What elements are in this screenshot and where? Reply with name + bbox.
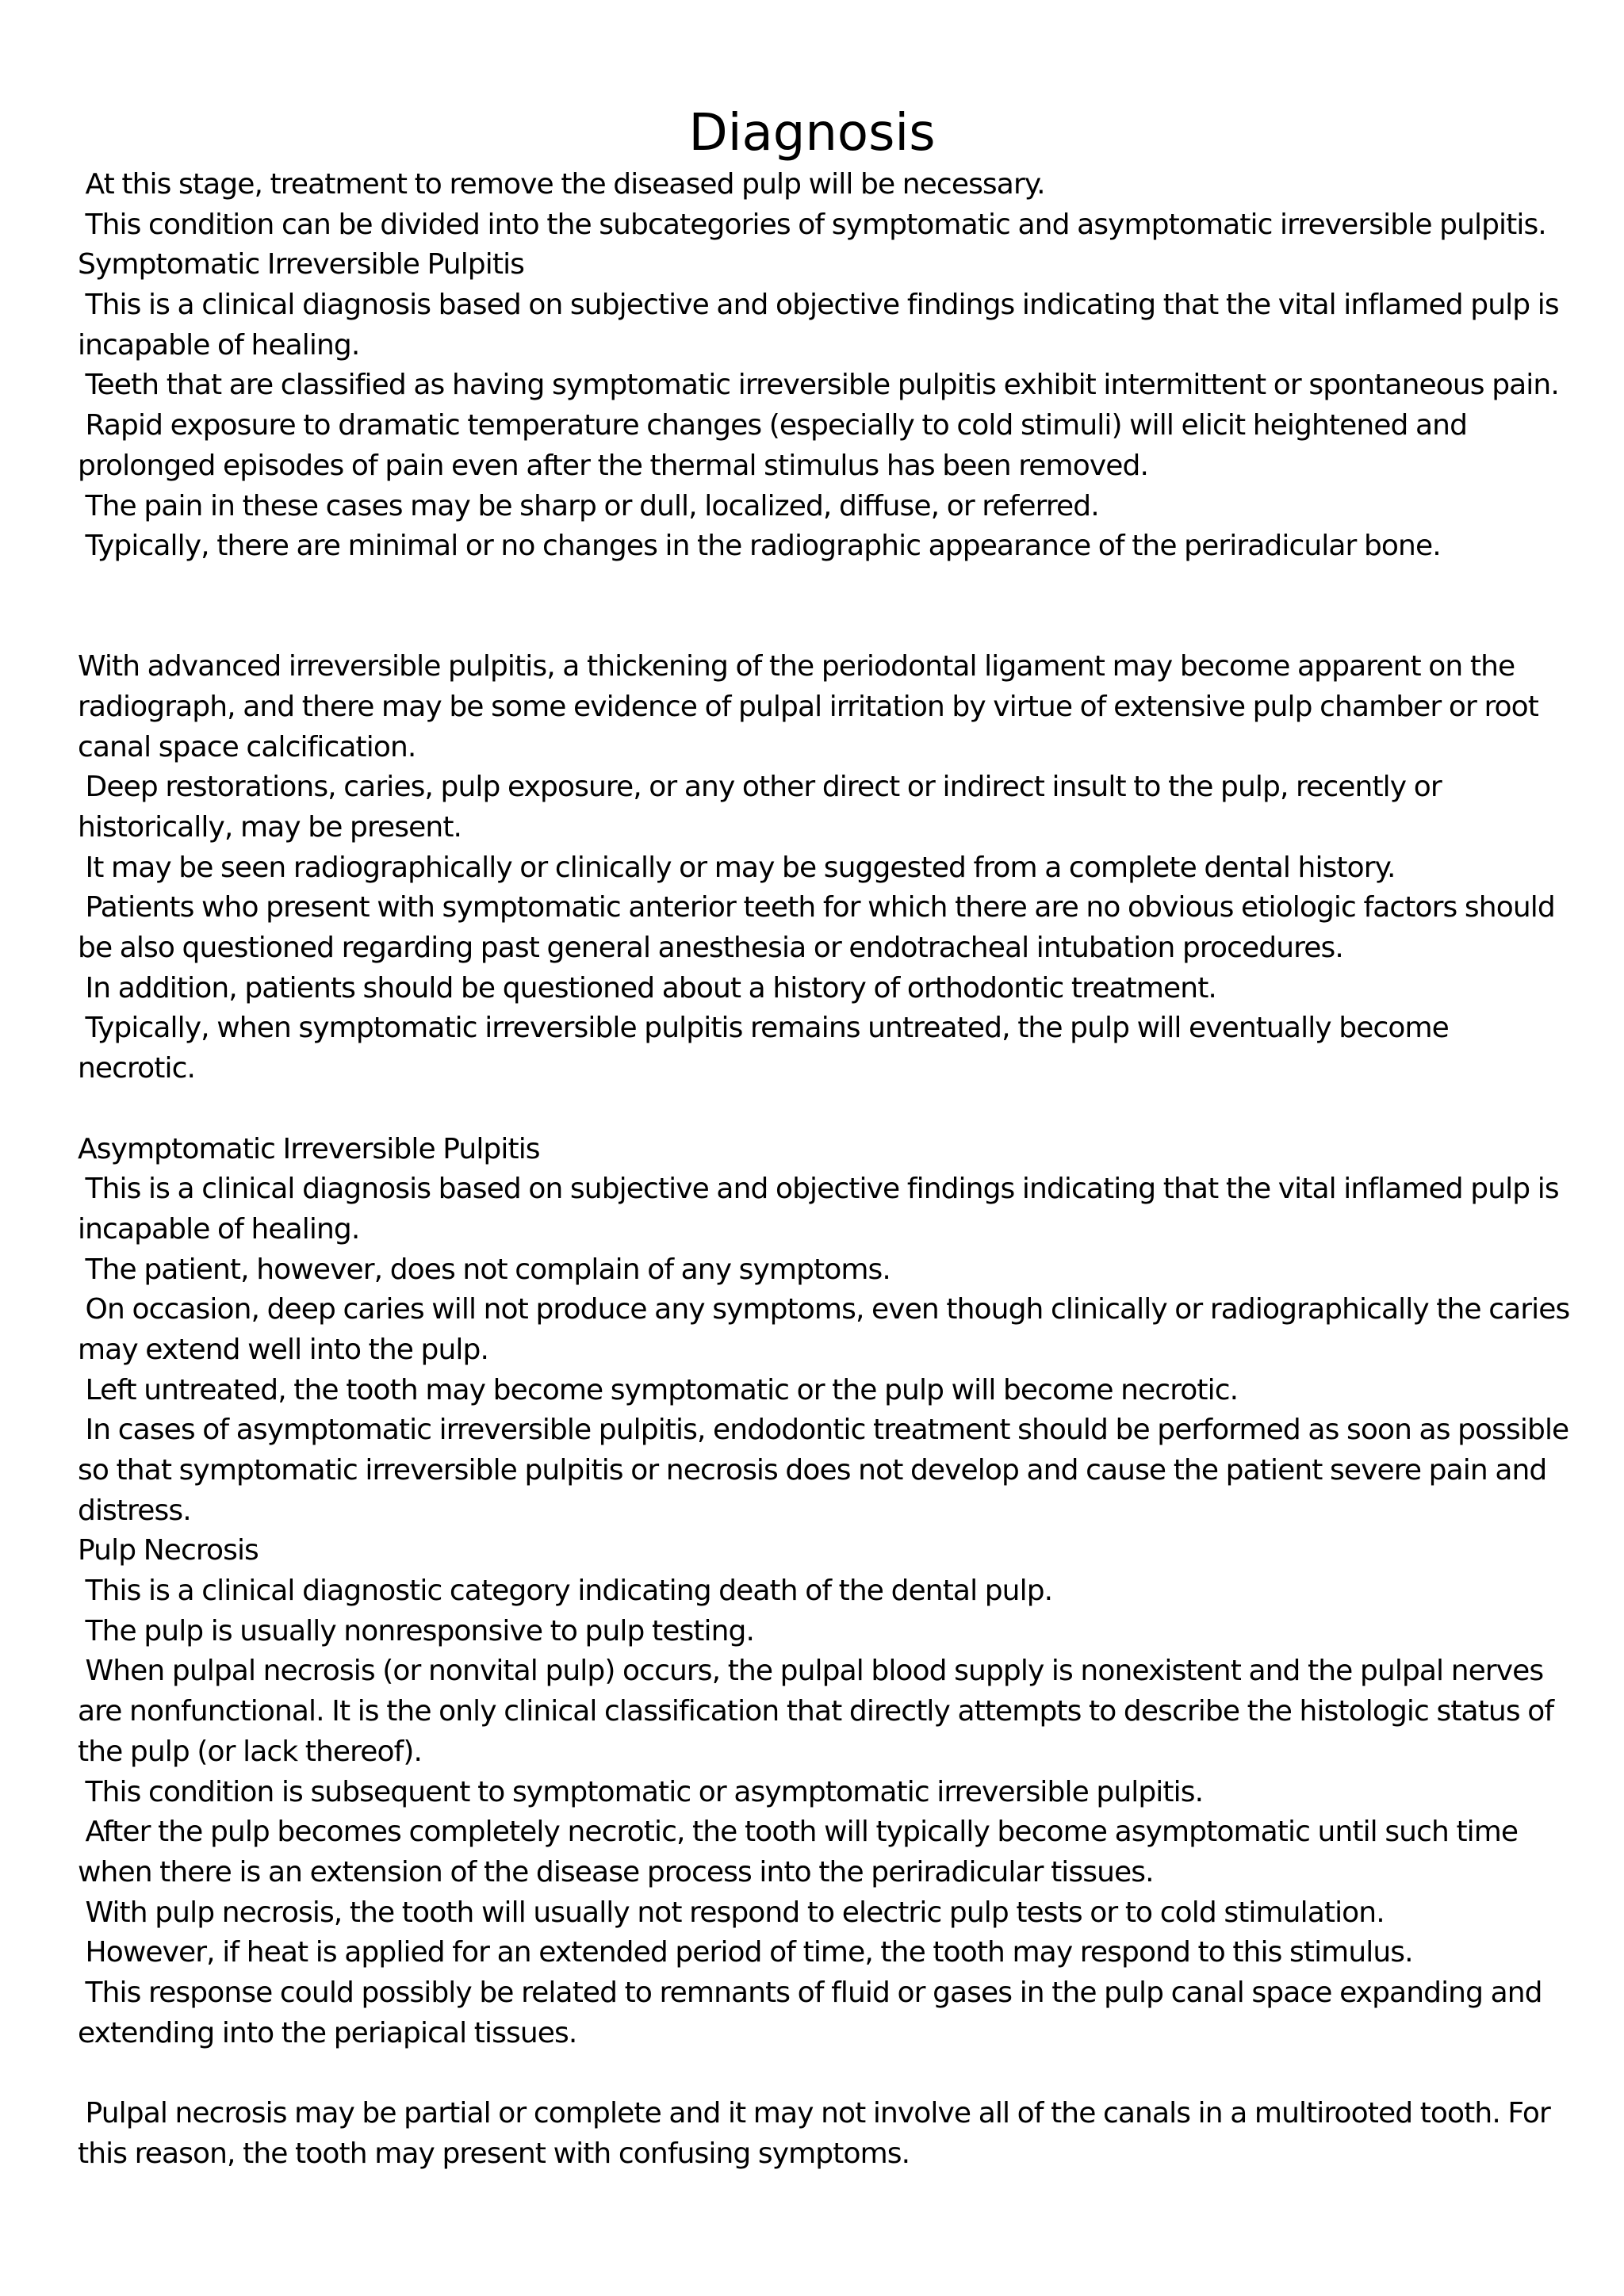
text-line: canal space calcification. bbox=[78, 730, 416, 763]
text-line: With advanced irreversible pulpitis, a thickening of the periodontal ligament may become apparent on the bbox=[78, 650, 1515, 683]
text-line: When pulpal necrosis (or nonvital pulp) occurs, the pulpal blood supply is nonexistent and the pulpal nerves bbox=[78, 1655, 1544, 1688]
text-line: Teeth that are classified as having symptomatic irreversible pulpitis exhibit intermittent or spontaneous pain. bbox=[78, 369, 1559, 402]
text-line: With pulp necrosis, the tooth will usually not respond to electric pulp tests or to cold stimulation. bbox=[78, 1896, 1385, 1929]
text-line: so that symptomatic irreversible pulpitis or necrosis does not develop and cause the patient severe pain and bbox=[78, 1454, 1547, 1487]
text-line: Left untreated, the tooth may become symptomatic or the pulp will become necrotic. bbox=[78, 1373, 1239, 1406]
text-line: This is a clinical diagnosis based on subjective and objective findings indicating that the vital inflamed pulp is bbox=[78, 1173, 1559, 1206]
text-line: Symptomatic Irreversible Pulpitis bbox=[78, 248, 525, 281]
text-line: However, if heat is applied for an extended period of time, the tooth may respond to this stimulus. bbox=[78, 1936, 1413, 1969]
text-line: The pulp is usually nonresponsive to pulp testing. bbox=[78, 1614, 755, 1647]
text-line: This response could possibly be related to remnants of fluid or gases in the pulp canal space expanding and bbox=[78, 1976, 1542, 2009]
text-line: Pulpal necrosis may be partial or complete and it may not involve all of the canals in a multirooted tooth. For bbox=[78, 2097, 1550, 2130]
page-title: Diagnosis bbox=[688, 104, 936, 163]
text-line: when there is an extension of the disease process into the periradicular tissues. bbox=[78, 1855, 1154, 1888]
text-line: The patient, however, does not complain of any symptoms. bbox=[78, 1253, 891, 1286]
text-line: In cases of asymptomatic irreversible pulpitis, endodontic treatment should be performed as soon as possible bbox=[78, 1414, 1569, 1447]
text-line: incapable of healing. bbox=[78, 328, 360, 362]
text-line: After the pulp becomes completely necrotic, the tooth will typically become asymptomatic until such time bbox=[78, 1816, 1519, 1849]
text-line: may extend well into the pulp. bbox=[78, 1333, 489, 1366]
text-line: Deep restorations, caries, pulp exposure, or any other direct or indirect insult to the pulp, recently or bbox=[78, 771, 1442, 804]
text-line: At this stage, treatment to remove the diseased pulp will be necessary. bbox=[78, 168, 1045, 201]
text-line: extending into the periapical tissues. bbox=[78, 2016, 577, 2049]
text-line: historically, may be present. bbox=[78, 811, 462, 844]
text-line: The pain in these cases may be sharp or dull, localized, diffuse, or referred. bbox=[78, 489, 1099, 522]
text-line: This is a clinical diagnostic category indicating death of the dental pulp. bbox=[78, 1575, 1053, 1608]
text-line: this reason, the tooth may present with confusing symptoms. bbox=[78, 2137, 910, 2170]
text-line: distress. bbox=[78, 1494, 191, 1527]
document-body bbox=[78, 165, 1568, 2174]
text-line: Rapid exposure to dramatic temperature changes (especially to cold stimuli) will elicit heightened and bbox=[78, 409, 1468, 442]
text-line: In addition, patients should be questioned about a history of orthodontic treatment. bbox=[78, 971, 1216, 1004]
text-line bbox=[78, 567, 1568, 607]
text-line: It may be seen radiographically or clinically or may be suggested from a complete dental history. bbox=[78, 851, 1396, 884]
text-line: Asymptomatic Irreversible Pulpitis bbox=[78, 1132, 540, 1165]
text-line: be also questioned regarding past general anesthesia or endotracheal intubation procedures. bbox=[78, 932, 1343, 965]
text-line: This is a clinical diagnosis based on subjective and objective findings indicating that the vital inflamed pulp is bbox=[78, 289, 1559, 322]
text-line: Typically, there are minimal or no changes in the radiographic appearance of the periradicular bone. bbox=[78, 530, 1441, 563]
text-line: This condition is subsequent to symptomatic or asymptomatic irreversible pulpitis. bbox=[78, 1775, 1204, 1808]
text-line bbox=[78, 607, 1568, 648]
text-line bbox=[78, 2053, 1568, 2094]
text-line: This condition can be divided into the subcategories of symptomatic and asymptomatic irreversible pulpitis. bbox=[78, 208, 1546, 241]
text-line: On occasion, deep caries will not produce any symptoms, even though clinically or radiographically the caries bbox=[78, 1293, 1570, 1326]
text-line: are nonfunctional. It is the only clinical classification that directly attempts to describe the histologic status of bbox=[78, 1695, 1554, 1728]
text-line: Patients who present with symptomatic anterior teeth for which there are no obvious etiologic factors should bbox=[78, 891, 1555, 924]
text-line bbox=[78, 1089, 1568, 1130]
text-line: Typically, when symptomatic irreversible pulpitis remains untreated, the pulp will eventually become bbox=[78, 1012, 1449, 1045]
text-line: Pulp Necrosis bbox=[78, 1534, 259, 1567]
text-line: the pulp (or lack thereof). bbox=[78, 1735, 423, 1768]
text-line: necrotic. bbox=[78, 1052, 196, 1085]
text-line: radiograph, and there may be some evidence of pulpal irritation by virtue of extensive pulp chamber or root bbox=[78, 690, 1539, 723]
text-line: prolonged episodes of pain even after the thermal stimulus has been removed. bbox=[78, 449, 1149, 482]
text-line: incapable of healing. bbox=[78, 1212, 360, 1246]
